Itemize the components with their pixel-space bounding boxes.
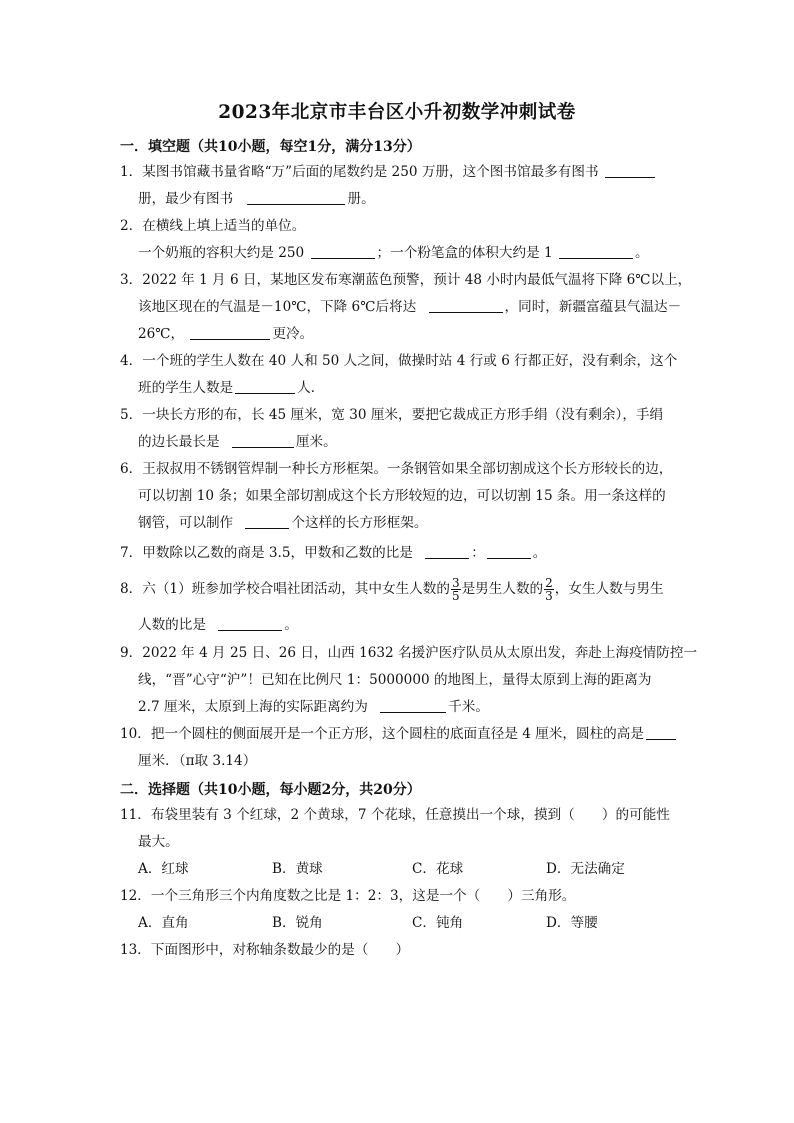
section-heading-multiple-choice: 二．选择题（共10小题，每小题2分，共20分）	[120, 782, 421, 798]
q9-line3: 2.7 厘米，太原到上海的实际距离约为 千米。	[138, 699, 489, 715]
q11-option-c[interactable]: C．花球	[412, 861, 464, 877]
q12-option-c[interactable]: C．钝角	[412, 915, 464, 931]
answer-blank	[311, 245, 375, 259]
q13-line1: 13．下面图形中，对称轴条数最少的是（ ）	[120, 942, 410, 958]
q5-line2: 的边长最长是 厘米。	[138, 434, 337, 450]
answer-blank	[559, 245, 633, 259]
q2-line2: 一个奶瓶的容积大约是 250 ；一个粉笔盒的体积大约是 1 。	[138, 245, 649, 261]
answer-blank	[190, 326, 270, 340]
q2-line1: 2．在横线上填上适当的单位。	[120, 218, 306, 234]
q10-line2: 厘米．（π取 3.14）	[138, 753, 257, 769]
q7-line1: 7．甲数除以乙数的商是 3.5，甲数和乙数的比是 ： 。	[120, 545, 547, 561]
fraction-three-fifths: $\frac{3}{5}$	[451, 576, 460, 603]
q8-line1: 8．六（1）班参加学校合唱社团活动，其中女生人数的 $\frac{3}{5}$ 是男生人数的 $\frac{2}{3}$ ，女生人数与男生	[120, 576, 664, 603]
answer-blank	[245, 515, 289, 529]
q5-line1: 5．一块长方形的布，长 45 厘米，宽 30 厘米，要把它裁成正方形手绢（没有剩余），手绢	[120, 407, 664, 423]
answer-blank	[605, 164, 655, 178]
q3-line1: 3．2022 年 1 月 6 日，某地区发布寒潮蓝色预警，预计 48 小时内最低气温将下降 6℃以上，	[120, 272, 692, 288]
section-heading-fill-blank: 一．填空题（共10小题，每空1分，满分13分）	[120, 139, 421, 155]
q3-line3: 26℃， 更冷。	[138, 326, 314, 342]
q4-line2: 班的学生人数是 人．	[138, 380, 325, 396]
q1-line2: 册，最少有图书 册。	[138, 191, 375, 207]
q9-line2: 线，“晋”心守“沪”！已知在比例尺 1：5000000 的地图上，量得太原到上海的距离为	[138, 672, 652, 688]
answer-blank	[218, 617, 282, 631]
q12-option-a[interactable]: A．直角	[138, 915, 189, 931]
answer-blank	[247, 191, 345, 205]
answer-blank	[487, 545, 531, 559]
q1-line1: 1．某图书馆藏书量省略“万”后面的尾数约是 250 万册，这个图书馆最多有图书	[120, 163, 657, 181]
q6-line1: 6．王叔叔用不锈钢管焊制一种长方形框架。一条钢管如果全部切割成这个长方形较长的边，	[120, 461, 673, 477]
answer-blank	[425, 545, 469, 559]
answer-blank	[235, 380, 295, 394]
q8-line2: 人数的比是 。	[138, 617, 298, 633]
answer-blank	[429, 299, 503, 313]
q3-line2: 该地区现在的气温是－10℃，下降 6℃后将达 ，同时，新疆富蕴县气温达－	[138, 299, 682, 315]
answer-blank	[646, 726, 676, 740]
q12-option-d[interactable]: D．等腰	[546, 915, 598, 931]
q11-option-d[interactable]: D．无法确定	[546, 861, 625, 877]
q11-line2: 最大。	[138, 834, 179, 850]
q11-line1: 11．布袋里装有 3 个红球，2 个黄球，7 个花球，任意摸出一个球，摸到（ ）的可能性	[120, 807, 670, 823]
q6-line2: 可以切割 10 条；如果全部切割成这个长方形较短的边，可以切割 15 条。用一条这样的	[138, 488, 666, 504]
answer-blank	[380, 699, 446, 713]
q4-line1: 4．一个班的学生人数在 40 人和 50 人之间，做操时站 4 行或 6 行都正好，没有剩余，这个	[120, 353, 678, 369]
fraction-two-thirds: $\frac{2}{3}$	[545, 576, 553, 603]
q9-line1: 9．2022 年 4 月 25 日、26 日，山西 1632 名援沪医疗队员从太原出发，奔赴上海疫情防控一	[120, 645, 698, 661]
q12-line1: 12．一个三角形三个内角度数之比是 1：2：3，这是一个（ ）三角形。	[120, 888, 576, 904]
q6-line3: 钢管，可以制作 个这样的长方形框架。	[138, 515, 428, 531]
q11-option-a[interactable]: A．红球	[138, 861, 189, 877]
q11-option-b[interactable]: B．黄球	[272, 861, 323, 877]
q12-option-b[interactable]: B．锐角	[272, 915, 323, 931]
page-title: 2023年北京市丰台区小升初数学冲刺试卷	[218, 102, 576, 123]
q10-line1: 10．把一个圆柱的侧面展开是一个正方形，这个圆柱的底面直径是 4 厘米，圆柱的高是	[120, 725, 678, 743]
answer-blank	[232, 434, 294, 448]
